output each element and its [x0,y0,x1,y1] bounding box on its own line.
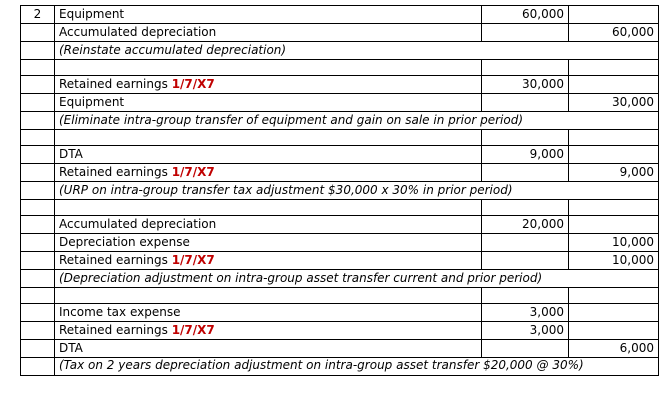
credit-amount [569,216,659,234]
date-label: 1/7/X7 [171,253,215,267]
table-row [21,6,659,24]
ref-cell [21,340,55,358]
table-row [21,94,659,112]
debit-amount [482,340,569,358]
journal-table [20,5,659,376]
debit-amount [482,252,569,270]
table-row [21,252,659,270]
table-row [21,304,659,322]
account-name: Depreciation expense [55,234,482,252]
ref-cell [21,270,55,288]
account-name: Accumulated depreciation [55,24,482,42]
debit-amount [482,234,569,252]
table-row [21,24,659,42]
spacer-row [21,288,659,304]
account-name: Retained earnings 1/7/X7 [55,76,482,94]
ref-cell [21,322,55,340]
date-label: 1/7/X7 [171,77,215,91]
account-name: Equipment [55,94,482,112]
table-row [21,146,659,164]
account-name: Accumulated depreciation [55,216,482,234]
table-row [21,216,659,234]
account-name: Equipment [55,6,482,24]
entry-ref: 2 [21,6,55,24]
spacer-row [21,60,659,76]
narration: (Eliminate intra-group transfer of equipment and gain on sale in prior period) [55,112,659,130]
account-name: Retained earnings 1/7/X7 [55,322,482,340]
credit-amount [569,6,659,24]
ref-cell [21,76,55,94]
table-row [21,322,659,340]
ref-cell [21,252,55,270]
account-name: Income tax expense [55,304,482,322]
table-row [21,42,659,60]
ref-cell [21,112,55,130]
narration: (Reinstate accumulated depreciation) [55,42,659,60]
ref-cell [21,182,55,200]
table-row [21,76,659,94]
date-label: 1/7/X7 [171,323,215,337]
spacer-row [21,130,659,146]
table-row [21,234,659,252]
debit-amount: 9,000 [482,146,569,164]
account-name: Retained earnings 1/7/X7 [55,164,482,182]
table-row [21,164,659,182]
ref-cell [21,304,55,322]
ref-cell [21,42,55,60]
narration: (Tax on 2 years depreciation adjustment on intra-group asset transfer $20,000 @ 30%) [55,358,659,376]
ref-cell [21,164,55,182]
debit-amount [482,164,569,182]
account-name: DTA [55,146,482,164]
debit-amount: 30,000 [482,76,569,94]
debit-amount: 60,000 [482,6,569,24]
journal-sheet [20,5,654,415]
narration: (Depreciation adjustment on intra-group asset transfer current and prior period) [55,270,659,288]
account-name: Retained earnings 1/7/X7 [55,252,482,270]
credit-amount: 6,000 [569,340,659,358]
debit-amount [482,24,569,42]
table-row [21,340,659,358]
ref-cell [21,234,55,252]
ref-cell [21,24,55,42]
table-row [21,182,659,200]
debit-amount: 20,000 [482,216,569,234]
ref-cell [21,358,55,376]
credit-amount: 60,000 [569,24,659,42]
credit-amount [569,322,659,340]
credit-amount: 30,000 [569,94,659,112]
credit-amount: 9,000 [569,164,659,182]
date-label: 1/7/X7 [171,165,215,179]
credit-amount [569,146,659,164]
debit-amount: 3,000 [482,304,569,322]
table-row [21,112,659,130]
account-name: DTA [55,340,482,358]
ref-cell [21,146,55,164]
table-row [21,270,659,288]
credit-amount [569,76,659,94]
debit-amount [482,94,569,112]
narration: (URP on intra-group transfer tax adjustment $30,000 x 30% in prior period) [55,182,659,200]
spacer-row [21,200,659,216]
credit-amount: 10,000 [569,252,659,270]
credit-amount: 10,000 [569,234,659,252]
debit-amount: 3,000 [482,322,569,340]
credit-amount [569,304,659,322]
ref-cell [21,216,55,234]
ref-cell [21,94,55,112]
table-row [21,358,659,376]
